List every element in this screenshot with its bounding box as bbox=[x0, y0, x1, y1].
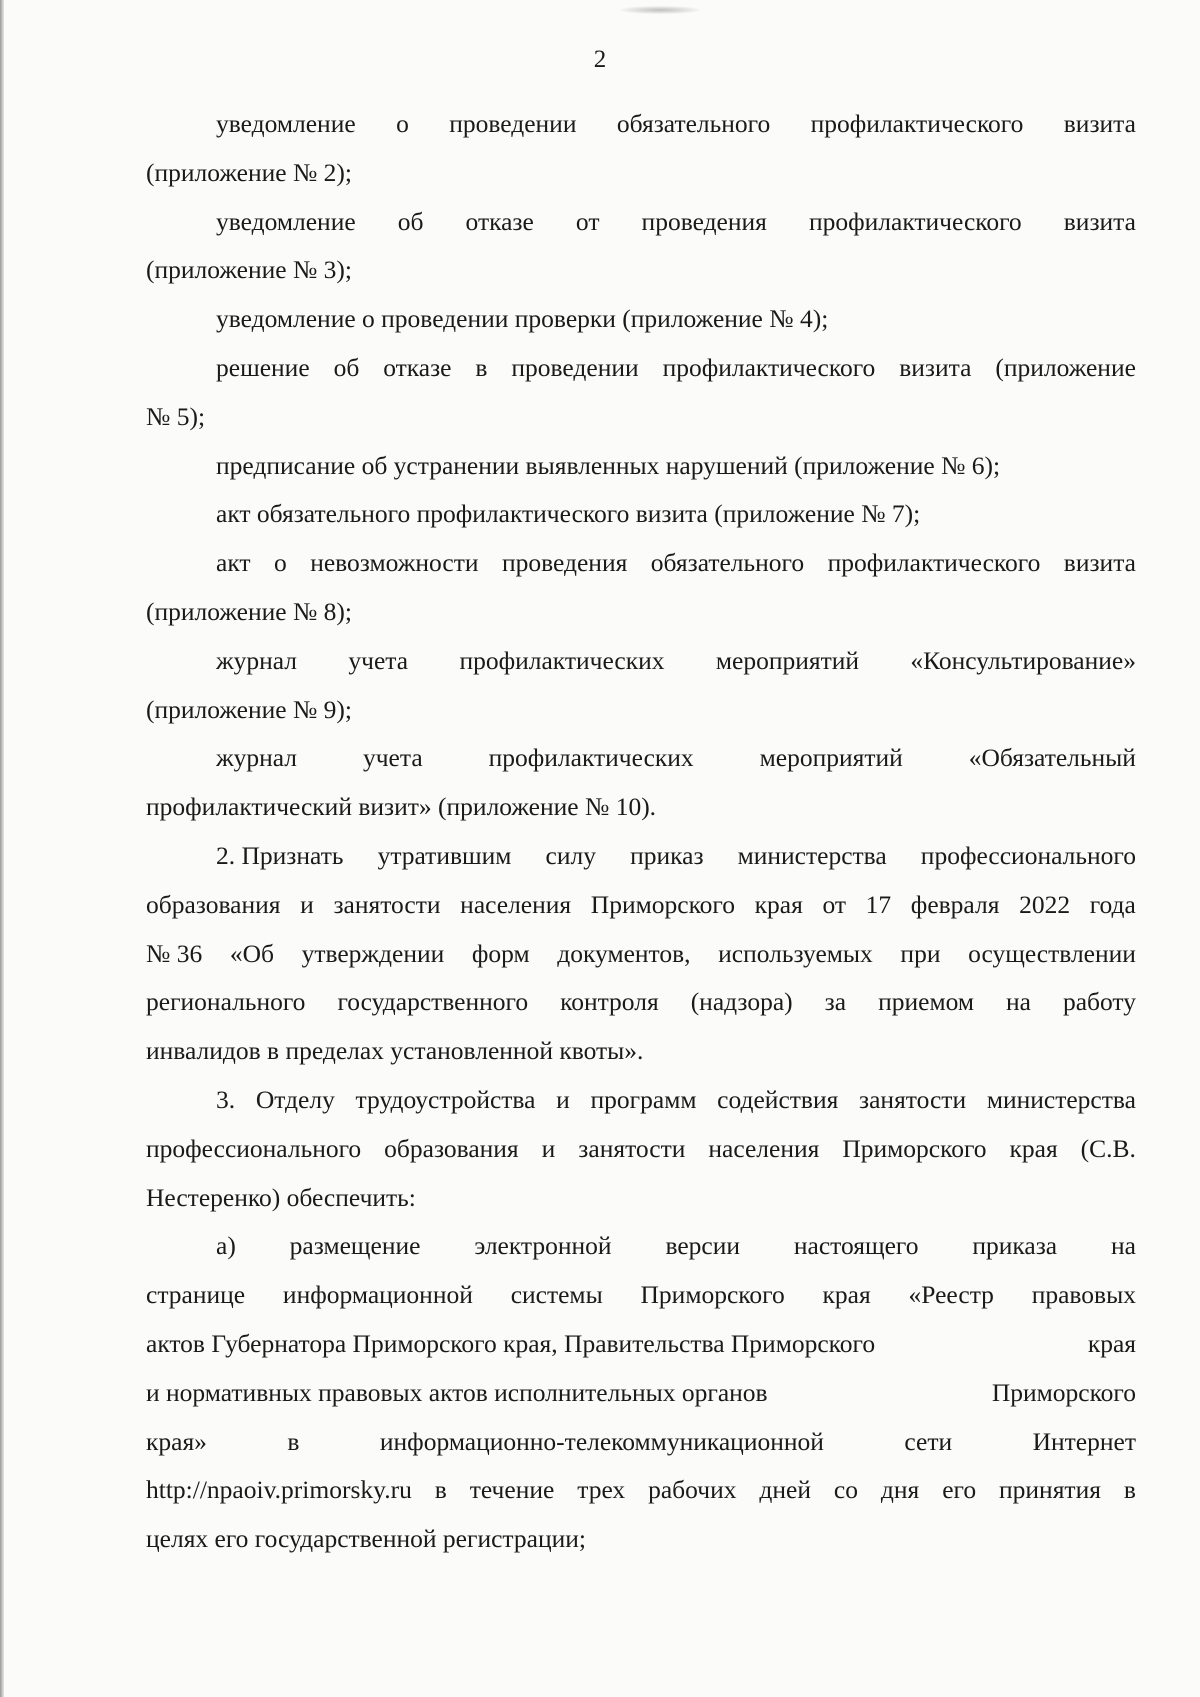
text-line bbox=[146, 1076, 1136, 1125]
word: его bbox=[942, 1475, 977, 1505]
word: 17 bbox=[865, 889, 892, 919]
word: отказе bbox=[383, 352, 452, 382]
word: края bbox=[754, 889, 803, 919]
text-line bbox=[146, 198, 1136, 247]
word: уведомление bbox=[216, 206, 356, 236]
word: версии bbox=[665, 1231, 741, 1261]
word: визита bbox=[1063, 206, 1136, 236]
word: края» bbox=[146, 1426, 207, 1456]
word: рабочих bbox=[648, 1475, 737, 1505]
word: о bbox=[273, 548, 287, 578]
word: программ bbox=[590, 1084, 697, 1114]
word: 2. Признать bbox=[216, 840, 344, 870]
word: утратившим bbox=[377, 840, 512, 870]
word: в bbox=[475, 352, 488, 382]
word: профессионального bbox=[920, 840, 1136, 870]
word: «Обязательный bbox=[968, 743, 1136, 773]
text-line: инвалидов в пределах установленной квоты». bbox=[146, 1036, 644, 1066]
word: о bbox=[396, 109, 409, 138]
word: трудоустройства bbox=[355, 1084, 536, 1114]
word: занятости bbox=[859, 1084, 967, 1114]
word: актов Губернатора Приморского края, Правительства Приморского bbox=[146, 1328, 876, 1358]
word: (С.В. bbox=[1080, 1133, 1136, 1163]
word: журнал bbox=[216, 743, 298, 773]
word: невозможности bbox=[310, 548, 479, 578]
word: электронной bbox=[474, 1231, 612, 1261]
text-line bbox=[146, 1125, 1136, 1174]
text-line: уведомление о проведении проверки (приложение № 4); bbox=[216, 304, 829, 334]
word: (надзора) bbox=[690, 987, 793, 1017]
word: занятости bbox=[578, 1133, 686, 1163]
word: содействия bbox=[717, 1084, 839, 1114]
text-line: профилактический визит» (приложение № 10). bbox=[146, 792, 657, 822]
word: образования bbox=[384, 1133, 519, 1163]
word: 3. bbox=[216, 1084, 236, 1114]
text-line bbox=[146, 881, 1136, 930]
word: дней bbox=[759, 1475, 811, 1505]
word: http://npaoiv.primorsky.ru bbox=[146, 1475, 412, 1505]
word: об bbox=[397, 206, 424, 236]
word: информационно-телекоммуникационной bbox=[379, 1426, 824, 1456]
text-line: целях его государственной регистрации; bbox=[146, 1524, 586, 1554]
word: Интернет bbox=[1032, 1426, 1136, 1456]
document-body bbox=[146, 100, 1136, 1564]
word: министерства bbox=[986, 1084, 1136, 1114]
word: и bbox=[556, 1084, 570, 1114]
text-line bbox=[146, 1271, 1136, 1320]
word: визита bbox=[1063, 109, 1136, 138]
word: отказе bbox=[465, 206, 534, 236]
word: форм bbox=[471, 938, 530, 968]
word: решение bbox=[216, 352, 310, 382]
word: занятости bbox=[333, 889, 441, 919]
text-line: (приложение № 3); bbox=[146, 255, 352, 285]
word: обязательного bbox=[650, 548, 805, 578]
text-line bbox=[146, 930, 1136, 979]
word: об bbox=[333, 352, 360, 382]
word: в bbox=[1123, 1475, 1136, 1505]
word: населения bbox=[708, 1133, 820, 1163]
text-line: предписание об устранении выявленных нарушений (приложение № 6); bbox=[216, 450, 1001, 480]
word: мероприятий bbox=[759, 743, 903, 773]
text-line bbox=[146, 539, 1136, 588]
word: проведения bbox=[641, 206, 767, 236]
word: приемом bbox=[878, 987, 974, 1017]
word: а) bbox=[216, 1231, 236, 1261]
word: февраля bbox=[910, 889, 1000, 919]
text-line bbox=[146, 832, 1136, 881]
text-line: (приложение № 2); bbox=[146, 157, 352, 187]
word: со bbox=[833, 1475, 858, 1505]
word: при bbox=[900, 938, 941, 968]
word: дня bbox=[880, 1475, 920, 1505]
word: проведении bbox=[511, 352, 639, 382]
word: работу bbox=[1062, 987, 1136, 1017]
text-line: № 5); bbox=[146, 401, 206, 431]
word: утверждении bbox=[301, 938, 445, 968]
word: правовых bbox=[1031, 1280, 1136, 1310]
word: и bbox=[541, 1133, 556, 1163]
word: осуществлении bbox=[968, 938, 1136, 968]
text-line bbox=[146, 734, 1136, 783]
text-line bbox=[146, 978, 1136, 1027]
word: профилактического bbox=[827, 548, 1041, 578]
word: акт bbox=[216, 548, 251, 578]
word: регионального bbox=[146, 987, 306, 1017]
text-line bbox=[146, 1466, 1136, 1515]
word: приказа bbox=[972, 1231, 1058, 1261]
word: профилактического bbox=[808, 206, 1022, 236]
word: в bbox=[434, 1475, 447, 1505]
text-line bbox=[146, 1418, 1136, 1467]
word: мероприятий bbox=[715, 645, 860, 675]
word: Приморского bbox=[991, 1377, 1136, 1407]
word: течение bbox=[469, 1475, 555, 1505]
word: от bbox=[575, 206, 600, 236]
word: года bbox=[1089, 889, 1136, 919]
word: «Об bbox=[229, 938, 274, 968]
text-line: Нестеренко) обеспечить: bbox=[146, 1182, 416, 1212]
word: уведомление bbox=[216, 109, 356, 138]
word: профилактических bbox=[459, 645, 665, 675]
word: государственного bbox=[337, 987, 529, 1017]
word: настоящего bbox=[793, 1231, 919, 1261]
word: министерства bbox=[737, 840, 887, 870]
word: контроля bbox=[560, 987, 659, 1017]
word: за bbox=[824, 987, 847, 1017]
word: и нормативных правовых актов исполнительных органов bbox=[146, 1377, 768, 1407]
word: Отделу bbox=[255, 1084, 335, 1114]
word: странице bbox=[146, 1280, 246, 1310]
word: размещение bbox=[289, 1231, 421, 1261]
word: силу bbox=[545, 840, 596, 870]
word: трех bbox=[577, 1475, 626, 1505]
word: учета bbox=[362, 743, 423, 773]
word: профессионального bbox=[146, 1133, 362, 1163]
text-line: (приложение № 9); bbox=[146, 694, 352, 724]
word: сети bbox=[904, 1426, 953, 1456]
text-line bbox=[146, 100, 1136, 149]
word: проведении bbox=[449, 109, 577, 138]
text-line: акт обязательного профилактического визита (приложение № 7); bbox=[216, 499, 921, 529]
word: в bbox=[287, 1426, 300, 1456]
word: информационной bbox=[282, 1280, 473, 1310]
word: проведения bbox=[501, 548, 628, 578]
word: журнал bbox=[216, 645, 298, 675]
word: профилактического bbox=[810, 109, 1024, 138]
word: Приморского bbox=[590, 889, 735, 919]
word: на bbox=[1110, 1231, 1136, 1261]
word: края bbox=[1087, 1328, 1136, 1358]
text-line bbox=[146, 1320, 1136, 1369]
word: «Реестр bbox=[908, 1280, 994, 1310]
word: (приложение bbox=[995, 352, 1136, 382]
word: приказ bbox=[630, 840, 704, 870]
word: профилактических bbox=[488, 743, 694, 773]
word: визита bbox=[1063, 548, 1136, 578]
word: учета bbox=[348, 645, 409, 675]
word: документов, bbox=[557, 938, 691, 968]
text-line bbox=[146, 1222, 1136, 1271]
word: от bbox=[822, 889, 847, 919]
word: образования bbox=[146, 889, 281, 919]
text-line bbox=[146, 1369, 1136, 1418]
text-line bbox=[146, 637, 1136, 686]
word: профилактического bbox=[662, 352, 876, 382]
word: 2022 bbox=[1019, 889, 1071, 919]
word: населения bbox=[460, 889, 572, 919]
page-number: 2 bbox=[593, 46, 607, 73]
word: и bbox=[300, 889, 314, 919]
word: используемых bbox=[718, 938, 873, 968]
text-line: (приложение № 8); bbox=[146, 596, 352, 626]
word: Приморского bbox=[640, 1280, 785, 1310]
word: принятия bbox=[999, 1475, 1101, 1505]
word: на bbox=[1005, 987, 1031, 1017]
word: Приморского bbox=[842, 1133, 987, 1163]
scan-edge-shadow bbox=[0, 0, 4, 1697]
word: № 36 bbox=[146, 938, 203, 968]
word: «Консультирование» bbox=[910, 645, 1136, 675]
text-line bbox=[146, 344, 1136, 393]
word: обязательного bbox=[616, 109, 771, 138]
scan-artifact bbox=[620, 6, 700, 14]
word: визита bbox=[899, 352, 972, 382]
word: края bbox=[1009, 1133, 1058, 1163]
word: края bbox=[822, 1280, 871, 1310]
word: системы bbox=[510, 1280, 603, 1310]
